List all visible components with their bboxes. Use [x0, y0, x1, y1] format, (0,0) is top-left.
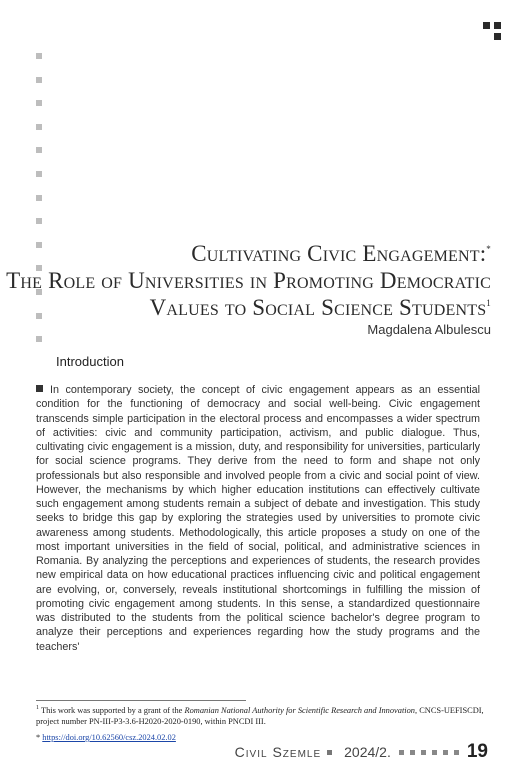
decor-square [36, 77, 42, 83]
doi-note [36, 733, 176, 742]
page-number: 19 [466, 741, 488, 762]
body-text: In contemporary society, the concept of civic engagement appears as an essential condition for the functioning of democracy and social well-being. Civic engagement transcends simple participation in the electoral process and encompasses a wider spectrum of activities: civic and community participation, activism, and public dialogue. Thus, cultivating civic engagement is a mission, duty, and responsibility for universities, particularly for social science programs. They derive from the need to form and shape not only professionals but also responsible and involved people from a civic and social point of view. However, the mechanisms by which higher education institutions can effectively cultivate such engagement among students remain a subject of debate and investigation. This study seeks to bridge this gap by exploring the strategies used by universities to promote civic awareness among students. Methodologically, this article proposes a study on one of the most important universities in the field of social, political, and administrative sciences in Romania. By analyzing the perceptions and experiences of students, the research provides new empirical data on how educational practices influencing civic and political engagement are evolving, or, conversely, reveals institutional shortcomings in fulfilling the mission of promoting civic engagement among students. In this sense, a standardized questionnaire was distributed to the students from the political science bachelor's degree program to analyze their perceptions and experiences regarding how the study programs and the teachers' [36, 384, 480, 653]
separator-dot [327, 750, 332, 755]
decor-square [36, 100, 42, 106]
decor-square [36, 171, 42, 177]
issue-number: 2024/2. [344, 744, 391, 760]
footnote-mark: 1 [36, 705, 39, 711]
section-heading: Introduction [56, 354, 124, 369]
author-name: Magdalena Albulescu [367, 322, 491, 337]
title-footnote-mark[interactable]: 1 [486, 298, 491, 308]
title-line-3: Values to Social Science Students$^1$ [149, 295, 491, 320]
decor-square [36, 336, 42, 342]
journal-name: Civil Szemle [234, 744, 322, 760]
footnote-divider [36, 700, 246, 701]
paragraph-bullet-icon [36, 385, 43, 392]
page-footer [235, 741, 488, 763]
corner-logo-mark [483, 22, 501, 40]
article-title [6, 240, 491, 321]
decor-square [36, 124, 42, 130]
footer-dots [399, 750, 459, 755]
doi-link[interactable]: https://doi.org/10.62560/csz.2024.02.02 [42, 733, 176, 742]
title-line-2: The Role of Universities in Promoting Democratic [6, 268, 491, 293]
doi-mark: * [36, 733, 41, 742]
title-line-1: Cultivating Civic Engagement:* [191, 241, 491, 266]
decor-square [36, 53, 42, 59]
body-paragraph [36, 383, 480, 654]
footnote: $^1$ This work was supported by a grant of the Romanian National Authority for Scientific Research and Innovation, CNCS-UEFISCDI, project number PN-III-P3-3.6-H2020-2020-0190, within PNCDI III. [36, 705, 484, 727]
decor-square [36, 218, 42, 224]
decor-square [36, 147, 42, 153]
decor-square [36, 195, 42, 201]
title-footnote-mark[interactable]: * [486, 244, 491, 254]
